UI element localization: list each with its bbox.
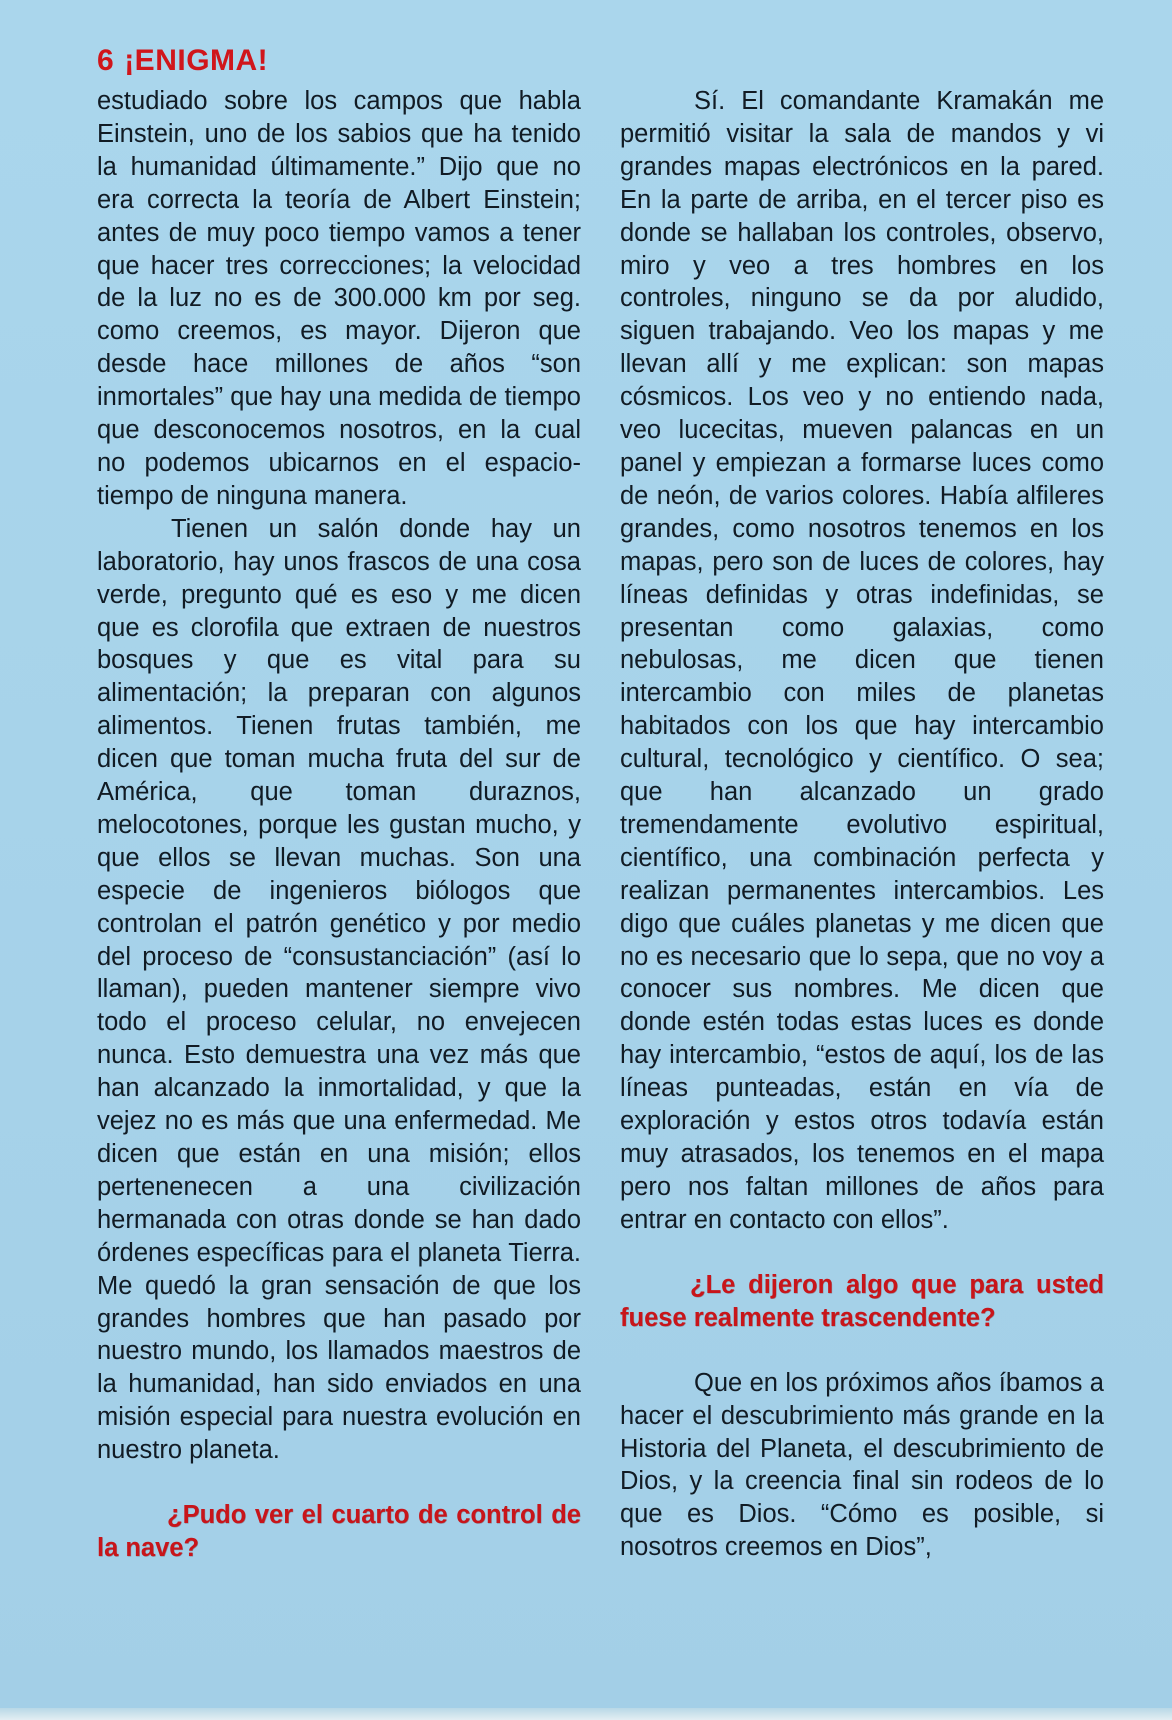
spacer — [97, 1467, 581, 1499]
interview-question-transcendent: ¿Le dijeron algo que para usted fuese realmente trascendente? — [620, 1270, 1104, 1332]
right-paragraph-1: Sí. El comandante Kramakán me permitió visitar la sala de mandos y vi grandes mapas electrónicos en la pared. En la parte de arriba, en el tercer piso es donde se hallaban los controles, observo, miro y veo a tres hombres en los controles, ninguno se da por aludido, siguen trabajando. Veo los mapas y me llevan allí y me explican: son mapas cósmicos. Los veo y no entiendo nada, veo lucecitas, mueven palancas en un panel y empiezan a formarse luces como de neón, de varios colores. Había alfileres grandes, como nosotros tenemos en los mapas, pero son de luces de colores, hay líneas definidas y otras indefinidas, se presentan como galaxias, como nebulosas, me dicen que tienen intercambio con miles de planetas habitados con los que hay intercambio cultural, tecnológico y científico. O sea; que han alcanzado un grado tremendamente evolutivo espiritual, científico, una combinación perfecta y realizan permanentes intercambios. Les digo que cuáles planetas y me dicen que no es necesario que lo sepa, que no voy a conocer sus nombres. Me dicen que donde estén todas estas luces es donde hay intercambio, “estos de aquí, los de las líneas punteadas, están en vía de exploración y estos otros todavía están muy atrasados, los tenemos en el mapa pero nos faltan millones de años para entrar en contacto con ellos”. — [620, 87, 1104, 1234]
spacer — [620, 1237, 1104, 1269]
page-bottom-edge — [0, 1708, 1172, 1720]
left-paragraph-2: Tienen un salón donde hay un laboratorio, hay unos frascos de una cosa verde, pregunto qué es eso y me dicen que es clorofila que extraen de nuestros bosques y que es vital para su alimentación; la preparan con algunos alimentos. Tienen frutas también, me dicen que toman mucha fruta del sur de América, que toman duraznos, melocotones, porque les gustan mucho, y que ellos se llevan muchas. Son una especie de ingenieros biólogos que controlan el patrón genético y por medio del proceso de “consustanciación” (así lo llaman), pueden mantener siempre vivo todo el proceso celular, no envejecen nunca. Esto demuestra una vez más que han alcanzado la inmortalidad, y que la vejez no es más que una enfermedad. Me dicen que están en una misión; ellos pertenenecen a una civilización hermanada con otras donde se han dado órdenes específicas para el planeta Tierra. Me quedó la gran sensación de que los grandes hombres que han pasado por nuestro mundo, los llamados maestros de la humanidad, han sido enviados en una misión especial para nuestra evolución en nuestro planeta. — [97, 514, 581, 1465]
section-title: ¡ENIGMA! — [124, 44, 269, 77]
spacer — [620, 1335, 1104, 1367]
left-column — [97, 85, 581, 1565]
left-paragraph-1: estudiado sobre los campos que habla Einstein, uno de los sabios que ha tenido la humanidad últimamente.” Dijo que no era correcta la teoría de Albert Einstein; antes de muy poco tiempo vamos a tener que hacer tres correcciones; la velocidad de la luz no es de 300.000 km por seg. como creemos, es mayor. Dijeron que desde hace millones de años “son inmortales” que hay una medida de tiempo que desconocemos nosotros, en la cual no podemos ubicarnos en el espacio-tiempo de ninguna manera. — [97, 87, 581, 510]
page-header — [97, 44, 268, 78]
right-column — [620, 85, 1104, 1564]
right-paragraph-2: Que en los próximos años íbamos a hacer el descubrimiento más grande en la Historia del Planeta, el descubrimiento de Dios, y la creencia final sin rodeos de lo que es Dios. “Cómo es posible, si nosotros creemos en Dios”, — [620, 1368, 1104, 1562]
page-number: 6 — [97, 44, 115, 77]
interview-question-control-room: ¿Pudo ver el cuarto de control de la nave? — [97, 1501, 581, 1563]
